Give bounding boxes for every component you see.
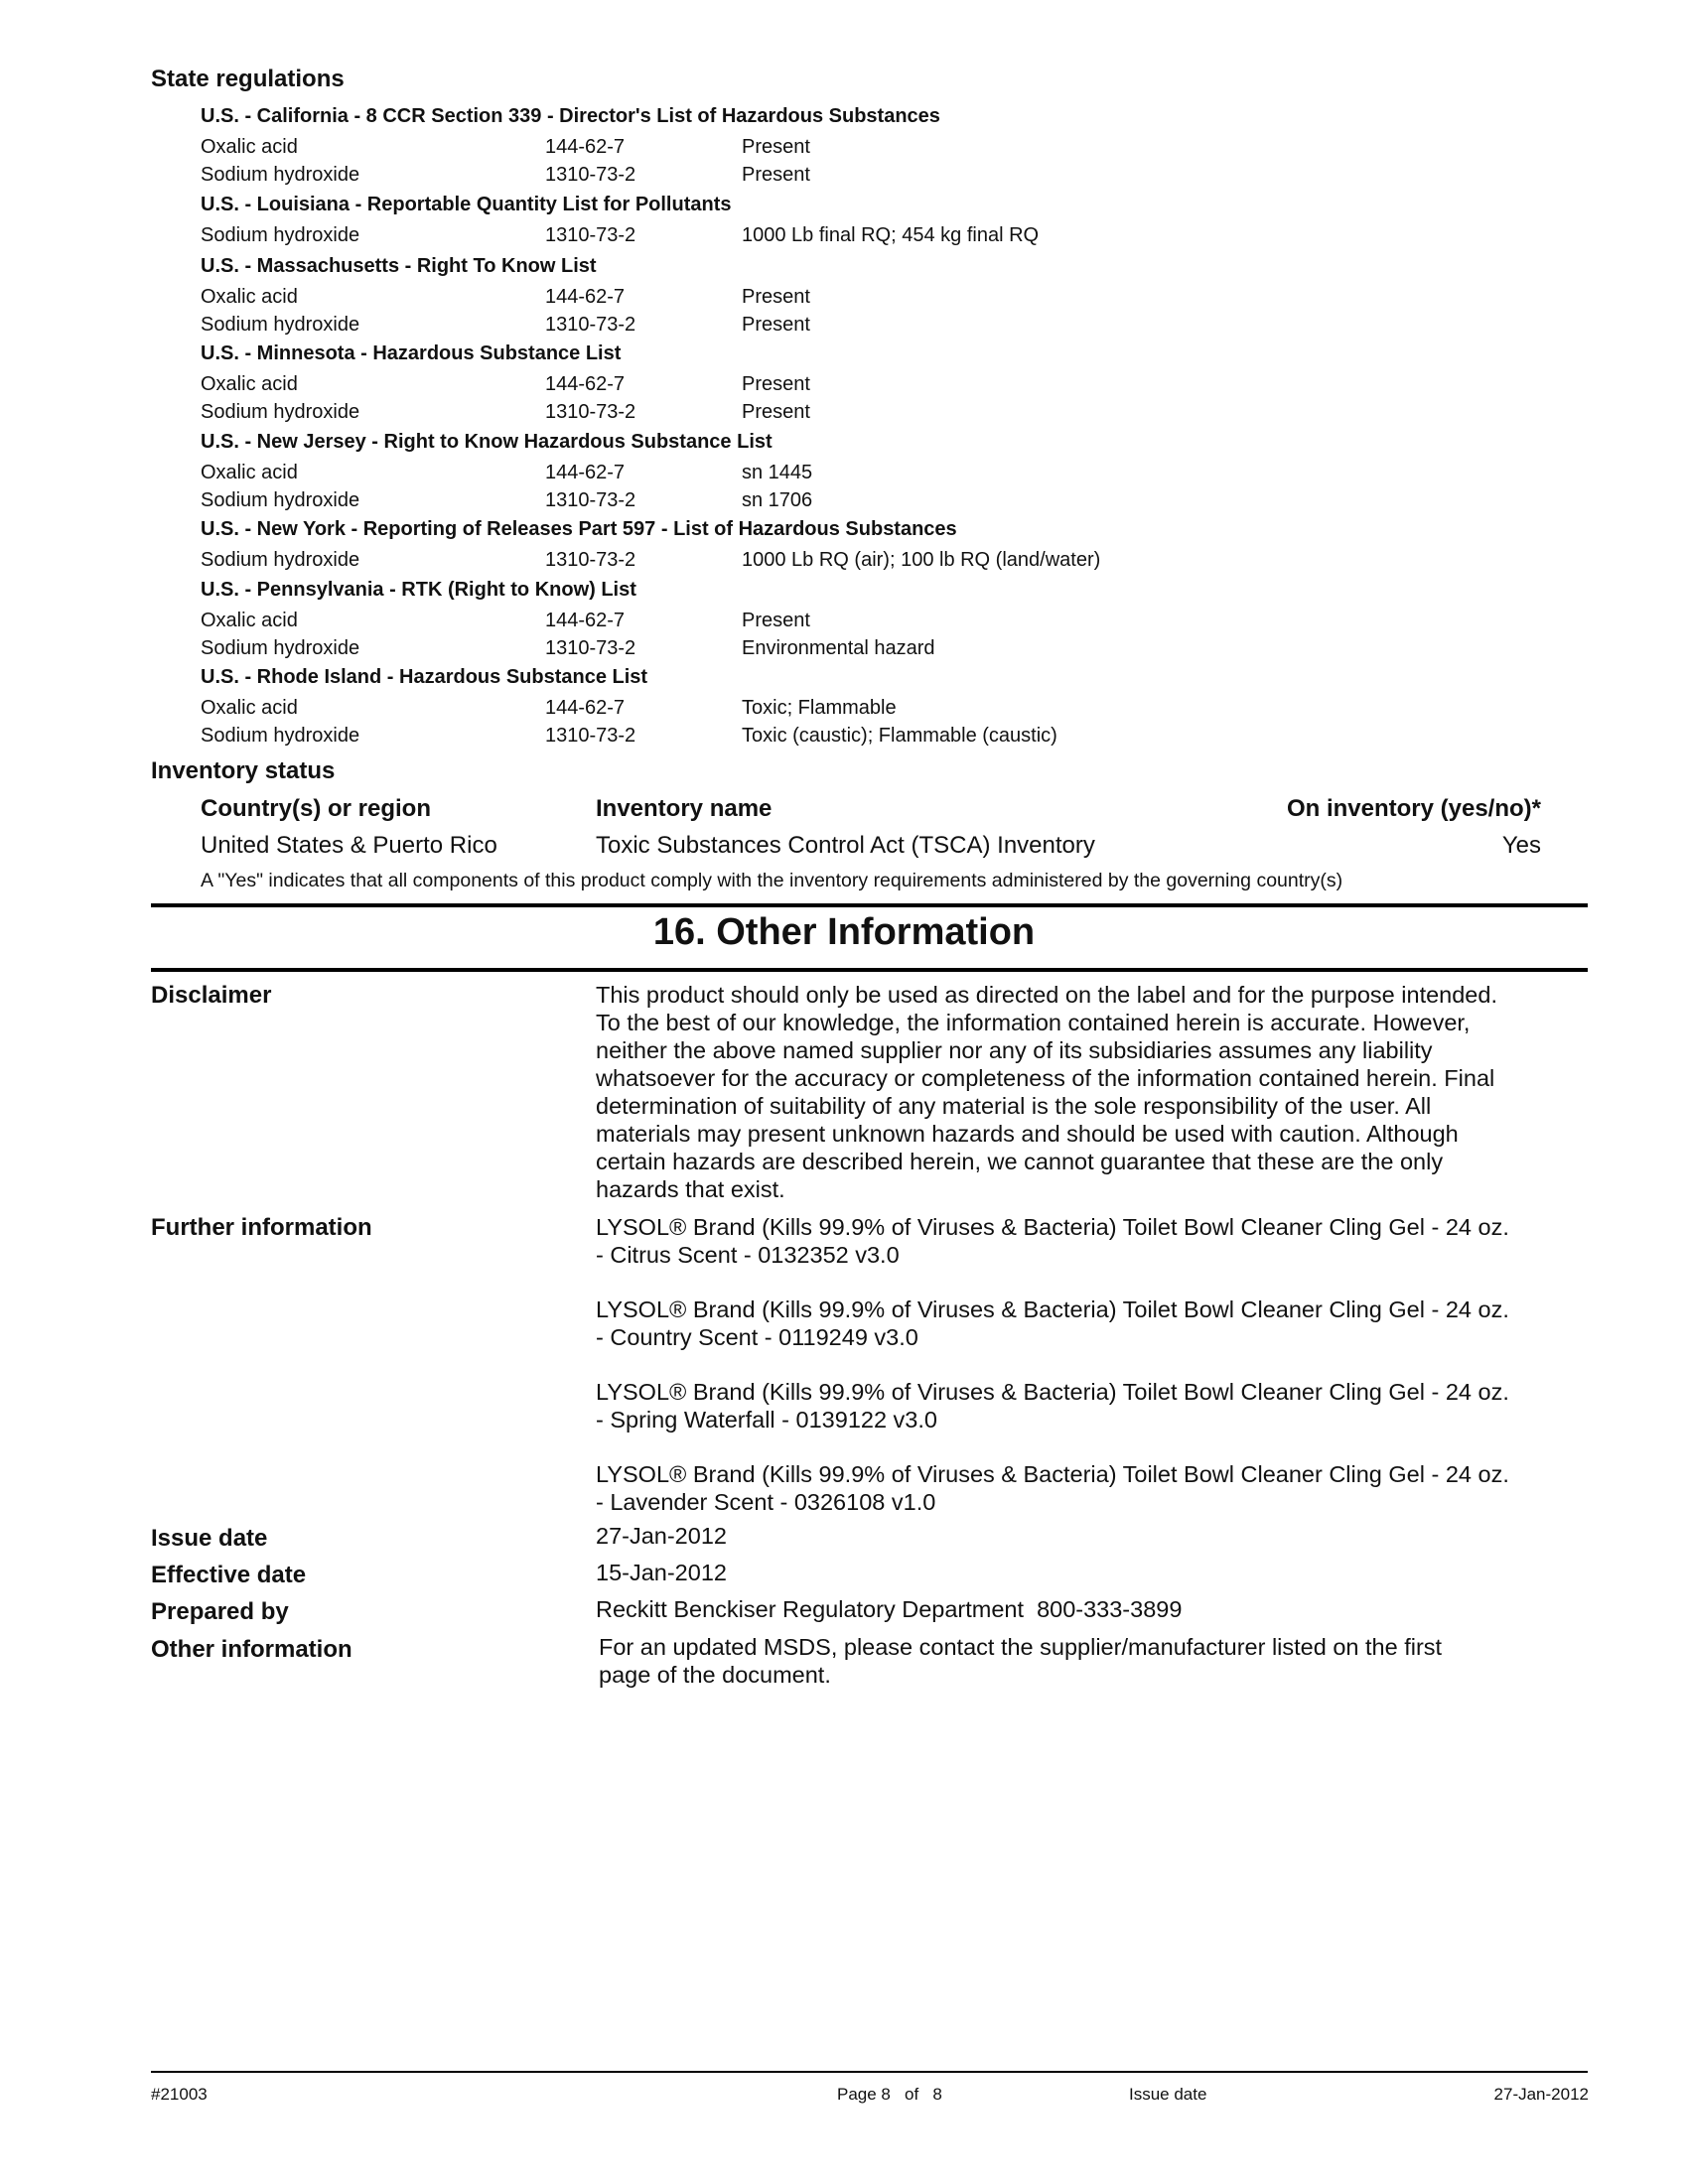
regulation-list-title: U.S. - Pennsylvania - RTK (Right to Know) List — [201, 579, 636, 601]
inventory-col-on-inventory: On inventory (yes/no)* — [1286, 795, 1541, 822]
regulation-cas-number: 1310-73-2 — [545, 163, 636, 186]
disclaimer-line: certain hazards are described herein, we cannot guarantee that these are the only — [596, 1149, 1444, 1174]
further-item-line: - Spring Waterfall - 0139122 v3.0 — [596, 1407, 937, 1433]
regulation-cas-number: 144-62-7 — [545, 462, 626, 483]
other-information-line: page of the document. — [599, 1662, 831, 1688]
regulation-substance: Sodium hydroxide — [201, 400, 360, 423]
disclaimer-text — [596, 981, 1497, 1203]
regulation-substance: Oxalic acid — [201, 697, 298, 719]
disclaimer-line: whatsoever for the accuracy or completeness of the information contained herein. Final — [596, 1065, 1495, 1091]
disclaimer-line: hazards that exist. — [596, 1176, 785, 1202]
regulation-status: Present — [742, 610, 810, 631]
regulation-status: Present — [742, 400, 810, 423]
effective-date-value: 15-Jan-2012 — [596, 1560, 727, 1585]
other-information-text — [599, 1633, 1442, 1689]
further-item-line: LYSOL® Brand (Kills 99.9% of Viruses & Bacteria) Toilet Bowl Cleaner Cling Gel - 24 oz. — [596, 1297, 1509, 1322]
regulation-list-title: U.S. - Louisiana - Reportable Quantity List for Pollutants — [201, 194, 732, 215]
regulation-cas-number: 1310-73-2 — [545, 636, 636, 659]
other-information-line: For an updated MSDS, please contact the supplier/manufacturer listed on the first — [599, 1634, 1443, 1660]
inventory-yes-value: Yes — [1501, 832, 1541, 859]
further-item — [596, 1378, 1509, 1433]
further-item — [596, 1213, 1509, 1269]
inventory-name-value: Toxic Substances Control Act (TSCA) Inventory — [596, 832, 1095, 859]
regulation-status: 1000 Lb RQ (air); 100 lb RQ (land/water) — [742, 549, 1101, 571]
regulation-substance: Sodium hydroxide — [201, 313, 360, 336]
regulation-substance: Sodium hydroxide — [201, 724, 360, 747]
regulation-cas-number: 1310-73-2 — [545, 313, 636, 336]
regulation-status: Present — [742, 286, 810, 308]
regulation-status: Environmental hazard — [742, 636, 935, 659]
regulation-cas-number: 1310-73-2 — [545, 400, 636, 423]
regulation-cas-number: 144-62-7 — [545, 136, 626, 158]
regulation-substance: Oxalic acid — [201, 136, 298, 158]
regulation-substance: Sodium hydroxide — [201, 224, 360, 246]
footer-doc-number: #21003 — [151, 2085, 208, 2104]
further-item-line: LYSOL® Brand (Kills 99.9% of Viruses & Bacteria) Toilet Bowl Cleaner Cling Gel - 24 oz. — [596, 1379, 1509, 1405]
section-16-title: 16. Other Information — [652, 911, 1036, 953]
regulation-substance: Sodium hydroxide — [201, 488, 360, 511]
regulation-status: sn 1445 — [742, 462, 813, 483]
regulation-list-title: U.S. - Rhode Island - Hazardous Substance List — [201, 666, 648, 688]
regulation-list-title: U.S. - New Jersey - Right to Know Hazardous Substance List — [201, 431, 773, 453]
inventory-country-value: United States & Puerto Rico — [201, 832, 497, 859]
regulation-cas-number: 1310-73-2 — [545, 488, 636, 511]
section-rule-top — [151, 903, 1588, 907]
further-item-line: LYSOL® Brand (Kills 99.9% of Viruses & Bacteria) Toilet Bowl Cleaner Cling Gel - 24 oz. — [596, 1214, 1509, 1240]
disclaimer-line: determination of suitability of any material is the sole responsibility of the user. All — [596, 1093, 1432, 1119]
regulation-status: Present — [742, 313, 810, 336]
regulation-list-title: U.S. - California - 8 CCR Section 339 - Director's List of Hazardous Substances — [201, 105, 940, 127]
inventory-status-heading: Inventory status — [151, 757, 336, 784]
regulation-substance: Oxalic acid — [201, 610, 298, 631]
disclaimer-label: Disclaimer — [151, 982, 272, 1009]
regulation-substance: Sodium hydroxide — [201, 636, 360, 659]
inventory-note: A "Yes" indicates that all components of this product comply with the inventory requirements administered by the governing country(s) — [201, 870, 1343, 891]
further-item — [596, 1296, 1509, 1351]
regulation-list-title: U.S. - Massachusetts - Right To Know List — [201, 255, 597, 277]
regulation-substance: Oxalic acid — [201, 462, 298, 483]
state-regulations-heading: State regulations — [151, 66, 345, 92]
regulation-substance: Sodium hydroxide — [201, 549, 360, 571]
further-item-line: - Citrus Scent - 0132352 v3.0 — [596, 1242, 900, 1268]
regulation-cas-number: 144-62-7 — [545, 373, 626, 395]
regulation-substance: Oxalic acid — [201, 286, 298, 308]
regulation-status: Toxic (caustic); Flammable (caustic) — [742, 724, 1057, 747]
regulation-status: Present — [742, 163, 810, 186]
inventory-col-name: Inventory name — [596, 795, 773, 822]
issue-date-label: Issue date — [151, 1525, 268, 1552]
regulation-cas-number: 1310-73-2 — [545, 724, 636, 747]
prepared-by-label: Prepared by — [151, 1598, 289, 1625]
disclaimer-line: materials may present unknown hazards and should be used with caution. Although — [596, 1121, 1459, 1147]
regulation-list-title: U.S. - Minnesota - Hazardous Substance List — [201, 342, 622, 364]
regulation-substance: Oxalic acid — [201, 373, 298, 395]
disclaimer-line: neither the above named supplier nor any of its subsidiaries assumes any liability — [596, 1037, 1433, 1063]
disclaimer-line: To the best of our knowledge, the information contained herein is accurate. However, — [596, 1010, 1471, 1035]
regulation-cas-number: 1310-73-2 — [545, 549, 636, 571]
footer-page-number: Page 8 of 8 — [837, 2085, 942, 2104]
other-information-label: Other information — [151, 1636, 352, 1663]
effective-date-label: Effective date — [151, 1562, 307, 1588]
regulation-substance: Sodium hydroxide — [201, 163, 360, 186]
inventory-col-country: Country(s) or region — [201, 795, 431, 822]
regulation-cas-number: 144-62-7 — [545, 286, 626, 308]
further-item — [596, 1460, 1509, 1516]
footer-rule — [151, 2071, 1588, 2073]
prepared-by-value: Reckitt Benckiser Regulatory Department 800-333-3899 — [596, 1596, 1183, 1622]
further-item-line: LYSOL® Brand (Kills 99.9% of Viruses & Bacteria) Toilet Bowl Cleaner Cling Gel - 24 oz. — [596, 1461, 1509, 1487]
regulation-status: Present — [742, 373, 810, 395]
footer-issue-label: Issue date — [1129, 2085, 1207, 2104]
regulation-cas-number: 1310-73-2 — [545, 224, 636, 246]
section-rule-bottom — [151, 968, 1588, 972]
footer-issue-date: 27-Jan-2012 — [1493, 2085, 1589, 2104]
further-information-label: Further information — [151, 1214, 372, 1241]
regulation-list-title: U.S. - New York - Reporting of Releases Part 597 - List of Hazardous Substances — [201, 518, 957, 540]
regulation-status: 1000 Lb final RQ; 454 kg final RQ — [742, 224, 1040, 246]
issue-date-value: 27-Jan-2012 — [596, 1523, 727, 1549]
further-item-line: - Country Scent - 0119249 v3.0 — [596, 1324, 918, 1350]
regulation-status: Present — [742, 136, 810, 158]
regulation-status: sn 1706 — [742, 488, 813, 511]
regulation-cas-number: 144-62-7 — [545, 697, 626, 719]
further-item-line: - Lavender Scent - 0326108 v1.0 — [596, 1489, 936, 1515]
regulation-cas-number: 144-62-7 — [545, 610, 626, 631]
regulation-status: Toxic; Flammable — [742, 697, 897, 719]
disclaimer-line: This product should only be used as directed on the label and for the purpose intended. — [596, 982, 1497, 1008]
